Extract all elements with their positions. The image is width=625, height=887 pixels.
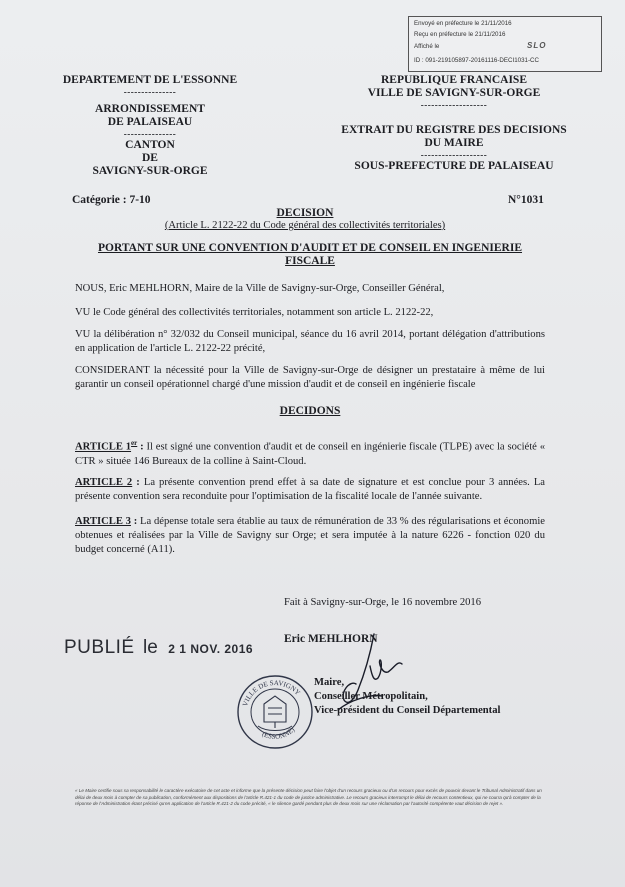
article-2 [75,476,545,504]
decision-heading [100,207,510,232]
svg-text:VILLE DE SAVIGNY [241,679,302,707]
dept-name: DEPARTEMENT DE L'ESSONNE [62,74,238,86]
article-colon: : [130,516,141,527]
separator: --------------- [123,129,177,139]
legal-footnote: « Le Maire certifie sous sa responsabilité le caractère exécutoire de cet acte et informe que la présente décision peut faire l'objet d'un recours gracieux ou d'un recours pour excès de pouvoir devant le Tribunal Administratif dans un délai de deux mois à compter de sa publication, conformément aux dispositions de l'article R.421-1 du code de justice administrative. Le recours gracieux interrompt le délai de recours contentieux, qui ne courra qu'à compter de la réponse de l'Administration étant précisé qu'en application de l'article R.421-2 du code précité, « le silence gardé pendant plus de deux mois sur une réclamation par l'autorité compétente vaut décision de rejet ». [75,788,542,806]
stamp-mark: SLO [527,41,547,50]
extract-line1: EXTRAIT DU REGISTRE DES DECISIONS [341,124,567,136]
article-1 [75,436,545,469]
signatory-titles [314,676,500,718]
published-date: 2 1 NOV. 2016 [168,642,254,656]
decision-legal-basis: (Article L. 2122-22 du Code général des collectivités territoriales) [164,220,446,231]
article-3 [75,515,545,557]
article-text: La dépense totale sera établie au taux de rémunération de 33 % des régularisations et économie obtenues et réalisées par la Ville de Savigny sur Orge; et sera imputée à la nature 6226 - fonction 020 du budget concerné (A11). [75,516,545,555]
article-label-sup: er [131,439,138,447]
republic: REPUBLIQUE FRANCAISE [380,74,527,86]
decision-subject [70,242,550,268]
decision-number: N°1031 [508,194,544,206]
header-left [50,74,250,178]
article-colon: : [137,441,147,453]
signatory-title2: Conseiller Métropolitain, [314,691,428,702]
seal-top-text: VILLE DE SAVIGNY [241,678,302,708]
published-le: le [143,637,158,658]
decision-title: DECISION [276,207,334,219]
article-colon: : [132,477,144,488]
header-right [326,74,582,173]
svg-text:(ESSONNE) [261,725,297,741]
seal-bottom-text: (ESSONNE) [260,725,297,741]
published-stamp [64,637,253,659]
preamble-nous: NOUS, Eric MEHLHORN, Maire de la Ville de Savigny-sur-Orge, Conseiller Général, [75,283,445,294]
article-label: ARTICLE 3 [75,516,131,527]
category: Catégorie : 7-10 [72,194,151,206]
preamble-vu2: VU la délibération n° 32/032 du Conseil municipal, séance du 16 avril 2014, portant délégation d'attributions en application de l'article L. 2122-22 précité, [75,329,545,354]
published-word: PUBLIÉ [64,637,135,658]
signatory-name: Eric MEHLHORN [284,633,378,645]
article-label: ARTICLE 2 [75,477,133,488]
canton-line2: DE [142,152,158,164]
subject-line1: PORTANT SUR UNE CONVENTION D'AUDIT ET DE CONSEIL EN INGENIERIE [97,242,523,254]
city-seal [236,674,314,750]
decidons-heading: DECIDONS [279,405,341,417]
sub-prefecture: SOUS-PREFECTURE DE PALAISEAU [354,160,554,172]
arrondissement-line1: ARRONDISSEMENT [95,103,205,115]
canton-line3: SAVIGNY-SUR-ORGE [92,165,208,177]
signatory-title3: Vice-président du Conseil Départemental [314,705,501,716]
prefecture-stamp [408,16,602,72]
stamp-id: ID : 091-219105897-20161116-DECI1031-CC [414,57,539,64]
canton-line1: CANTON [125,139,175,151]
city: VILLE DE SAVIGNY-SUR-ORGE [367,87,541,99]
place-date: Fait à Savigny-sur-Orge, le 16 novembre 2016 [284,597,482,608]
subject-line2: FISCALE [285,255,335,267]
article-text: La présente convention prend effet à sa date de signature et est conclue pour 3 années. La présente convention sera reconduite pour l'optimisation de la fiscalité locale de l'année suivante. [75,477,545,502]
separator: --------------- [123,87,177,97]
arrondissement-line2: DE PALAISEAU [107,116,193,128]
separator: ------------------- [420,150,488,160]
preamble-vu1: VU le Code général des collectivités territoriales, notamment son article L. 2122-22, [75,307,434,318]
article-label: ARTICLE 1 [75,441,132,453]
separator: ------------------- [420,100,488,110]
article-text: Il est signé une convention d'audit et de conseil en ingénierie fiscale (TLPE) avec la société « CTR » située 146 Bureaux de la colline à Saint-Cloud. [75,441,545,467]
stamp-sent: Envoyé en préfecture le 21/11/2016 [414,20,512,27]
signatory-title1: Maire, [314,677,345,688]
stamp-posted: Affiché le [414,43,440,50]
stamp-received: Reçu en préfecture le 21/11/2016 [414,31,506,38]
preamble-considerant: CONSIDERANT la nécessité pour la Ville de Savigny-sur-Orge de désigner un prestataire à même de lui garantir un conseil opérationnel chargé d'une mission d'audit et de conseil en ingénierie fiscale [75,365,545,390]
extract-line2: DU MAIRE [424,137,484,149]
